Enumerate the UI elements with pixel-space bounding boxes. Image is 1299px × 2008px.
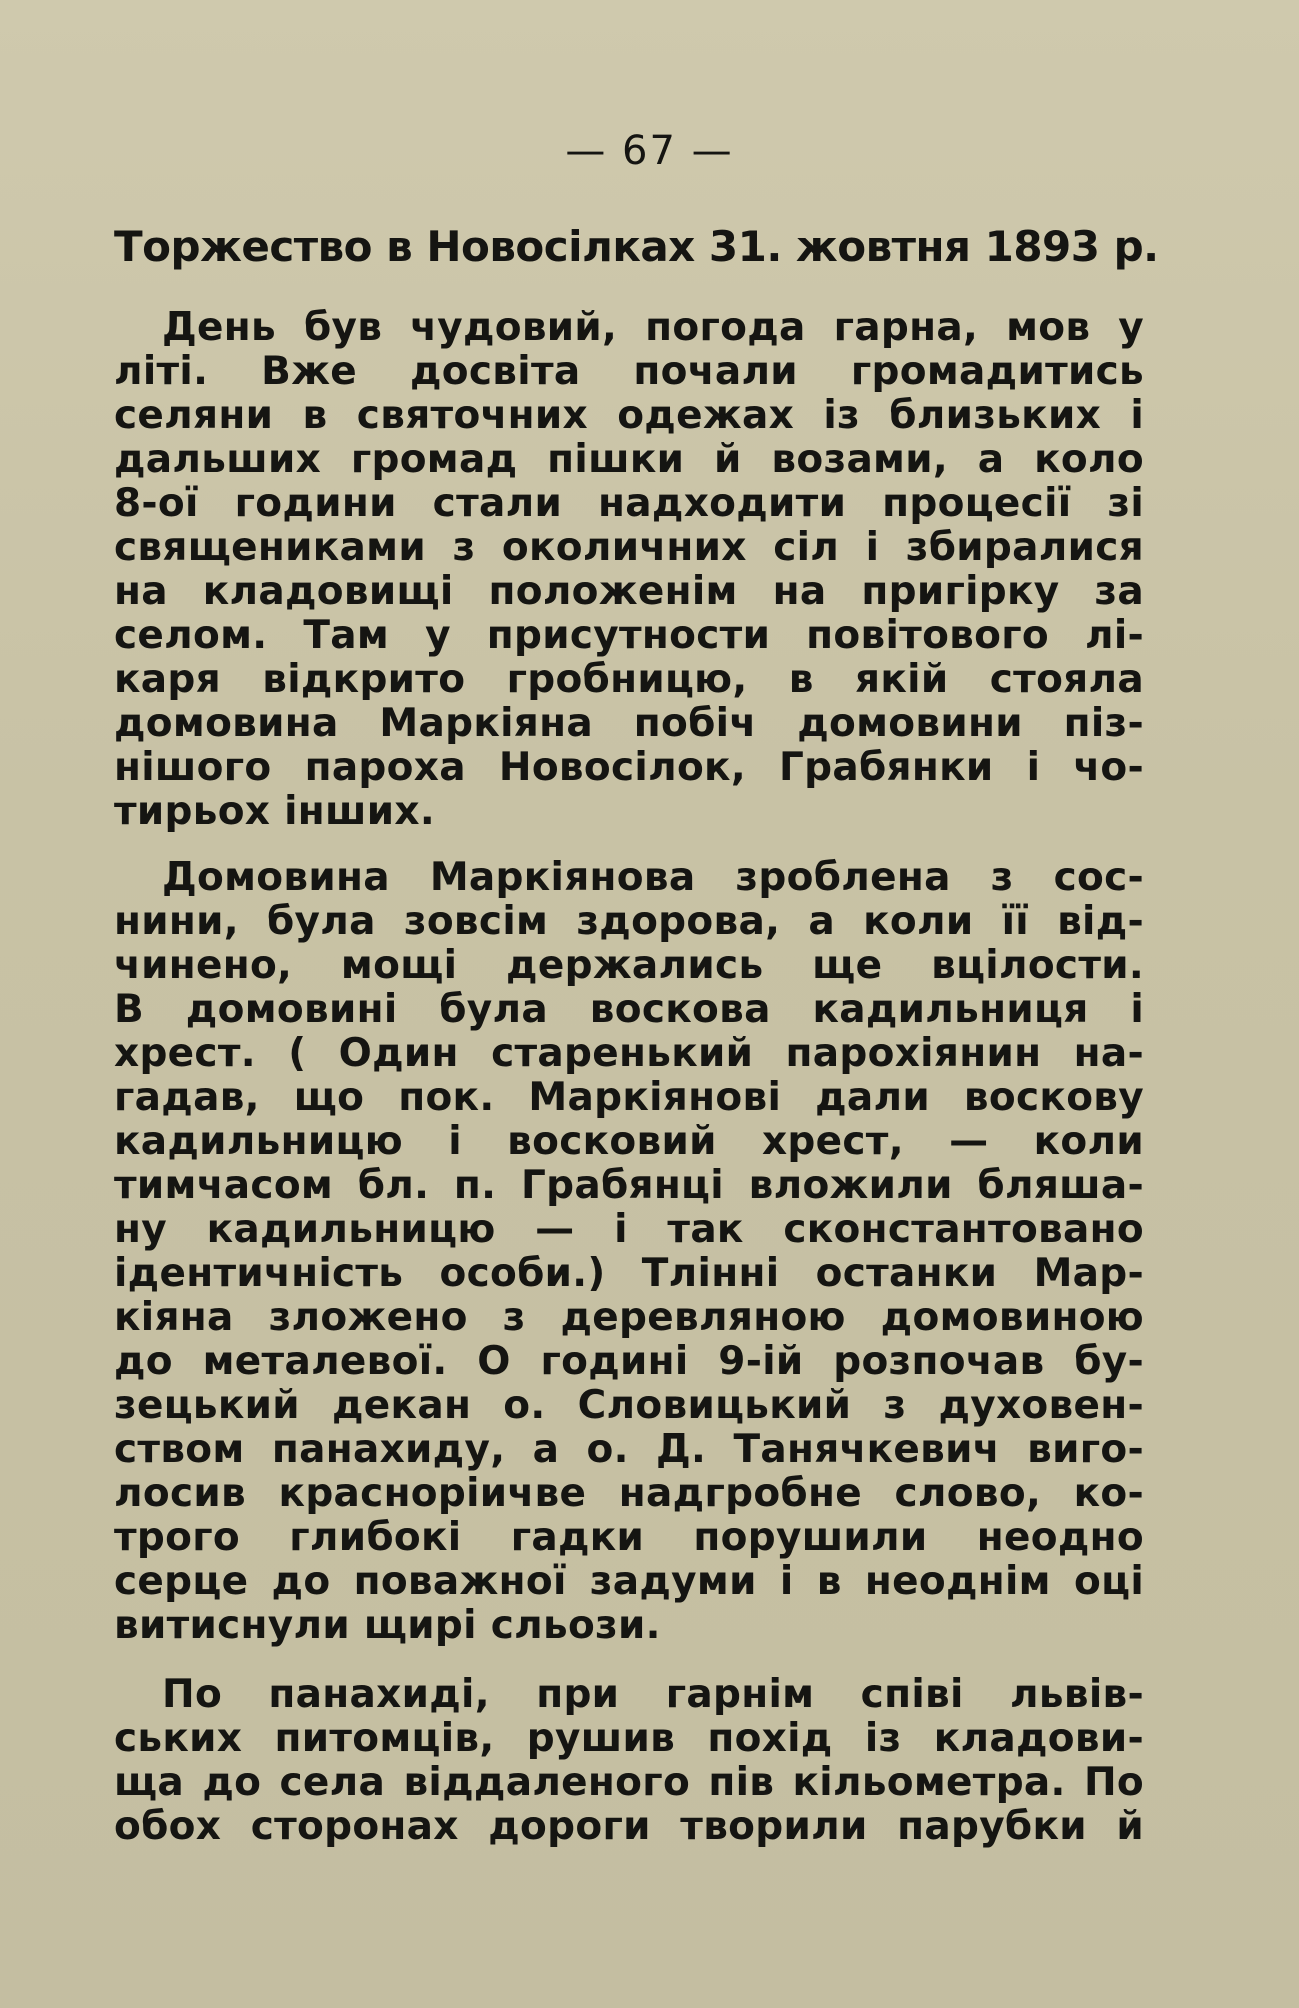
text-line: тимчасом бл. п. Грабянці вложили бляша- — [114, 1163, 1144, 1208]
paragraph-1 — [114, 306, 1144, 834]
text-line: каря відкрито гробницю, в якій стояла — [114, 657, 1144, 702]
paragraph-3 — [114, 1673, 1144, 1849]
text-line: на кладовищі положенім на пригірку за — [114, 569, 1144, 614]
text-line: ідентичність особи.) Тлінні останки Мар- — [114, 1251, 1144, 1296]
text-line: Домовина Маркіянова зроблена з сос- — [162, 855, 1144, 900]
text-line: чинено, мощі держались ще вцілости. — [114, 943, 1144, 988]
text-line: ством панахиду, а о. Д. Танячкевич виго- — [114, 1427, 1144, 1472]
text-line: трого глибокі гадки порушили неодно — [114, 1515, 1144, 1560]
text-line: тирьох інших. — [114, 789, 435, 834]
text-line: кіяна зложено з деревляною домовиною — [114, 1295, 1144, 1340]
text-line: літі. Вже досвіта почали громадитись — [114, 349, 1144, 394]
text-line: нішого пароха Новосілок, Грабянки і чо- — [114, 745, 1144, 790]
text-line: селом. Там у присутности повітового лі- — [114, 613, 1144, 658]
text-line: дальших громад пішки й возами, а коло — [114, 437, 1144, 482]
page-number: — 67 — — [565, 128, 734, 174]
text-line: 8-ої години стали надходити процесії зі — [114, 481, 1144, 526]
text-line: В домовині була воскова кадильниця і — [114, 987, 1144, 1032]
text-line: нини, була зовсім здорова, а коли її від- — [114, 899, 1144, 944]
text-line: ських питомців, рушив похід із кладови- — [114, 1716, 1144, 1761]
text-line: По панахиді, при гарнім співі львів- — [162, 1672, 1144, 1717]
text-line: домовина Маркіяна побіч домовини піз- — [114, 701, 1144, 746]
page-title: Торжество в Новосілках 31. жовтня 1893 р. — [114, 222, 1159, 271]
text-line: витиснули щирі сльози. — [114, 1603, 661, 1648]
text-line: обох сторонах дороги творили парубки й — [114, 1804, 1144, 1849]
text-line: зецький декан о. Словицький з духовен- — [114, 1383, 1144, 1428]
text-line: хрест. ( Один старенький парохіянин на- — [114, 1031, 1144, 1076]
text-line: священиками з околичних сіл і збиралися — [114, 525, 1144, 570]
text-line: серце до поважної задуми і в неоднім оці — [114, 1559, 1144, 1604]
text-line: ща до села віддаленого пів кільометра. По — [114, 1760, 1144, 1805]
text-line: селяни в святочних одежах із близьких і — [114, 393, 1144, 438]
text-line: кадильницю і восковий хрест, — коли — [114, 1119, 1144, 1164]
text-line: День був чудовий, погода гарна, мов у — [162, 305, 1144, 350]
text-line: до металевої. О годині 9-ій розпочав бу- — [114, 1339, 1144, 1384]
text-line: ну кадильницю — і так сконстантовано — [114, 1207, 1144, 1252]
text-line: лосив красноріичве надгробне слово, ко- — [114, 1471, 1144, 1516]
text-line: гадав, що пок. Маркіянові дали воскову — [114, 1075, 1144, 1120]
paragraph-2 — [114, 856, 1144, 1648]
